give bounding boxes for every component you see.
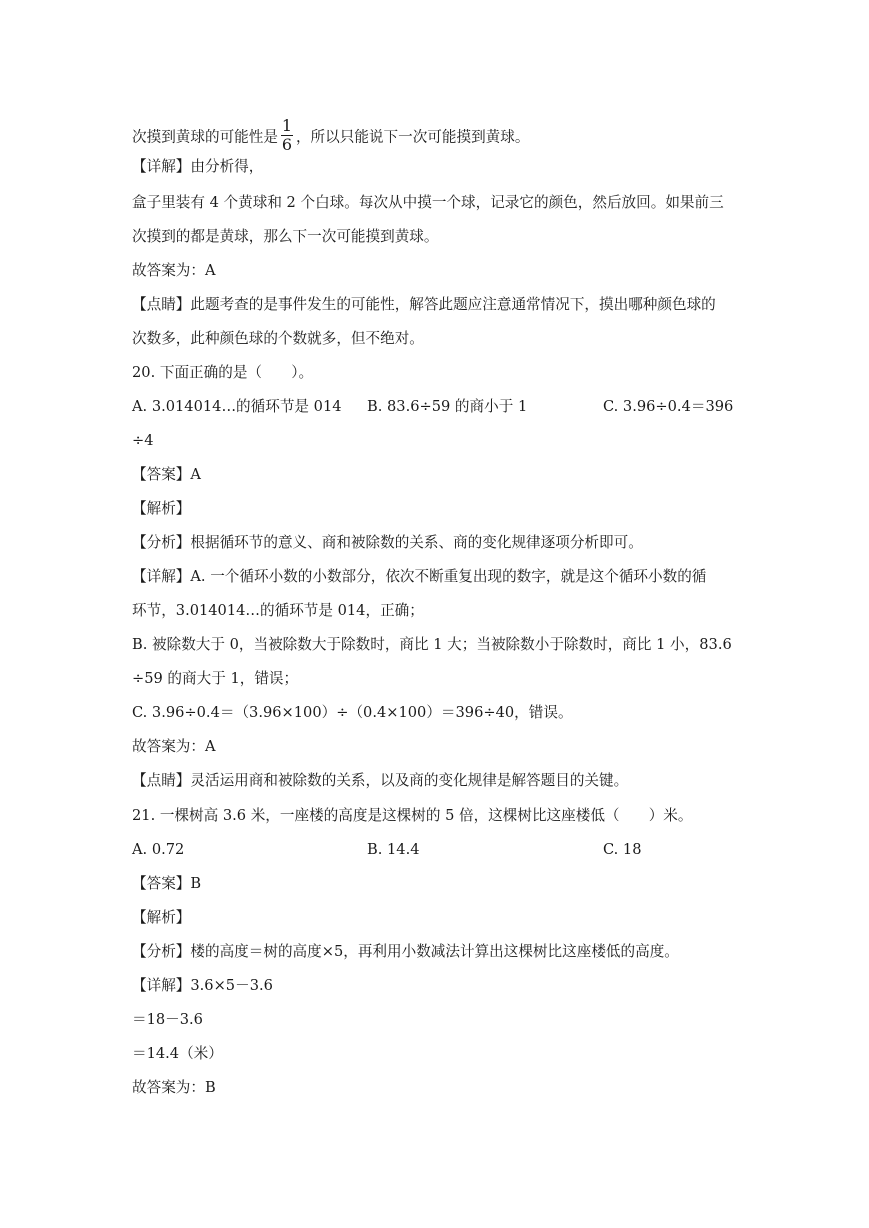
answer-label: 【答案】B [132,875,202,892]
text-line: 【详解】3.6×5－3.6 [132,977,273,994]
text-line: 【详解】由分析得， [132,158,264,175]
fraction-denominator: 6 [281,135,293,154]
text-segment: 次摸到黄球的可能性是 [132,128,278,146]
question-21: 21. 一棵树高 3.6 米，一座楼的高度是这棵树的 5 倍，这棵树比这座楼低（ ）米。 [132,807,693,824]
text-line: 次摸到的都是黄球，那么下一次可能摸到黄球。 [132,228,439,245]
analysis-label: 【解析】 [132,909,191,926]
text-line: 【点睛】灵活运用商和被除数的关系，以及商的变化规律是解答题目的关键。 [132,772,629,789]
option-a: A. 3.014014…的循环节是 014 [132,398,342,415]
text-line: 故答案为：A [132,738,216,755]
text-line: ÷59 的商大于 1，错误； [132,670,299,687]
text-line: 故答案为：B [132,1079,216,1096]
analysis-label: 【解析】 [132,500,191,517]
text-line: 【点睛】此题考查的是事件发生的可能性，解答此题应注意通常情况下，摸出哪种颜色球的 [132,296,716,313]
text-segment: ，所以只能说下一次可能摸到黄球。 [295,128,530,146]
text-line: 【详解】A. 一个循环小数的小数部分，依次不断重复出现的数字，就是这个循环小数的循 [132,568,707,585]
text-line: C. 3.96÷0.4＝（3.96×100）÷（0.4×100）＝396÷40，错误。 [132,704,573,721]
answer-label: 【答案】A [132,466,201,483]
question-21-options [132,840,642,860]
text-line: 次数多，此种颜色球的个数就多，但不绝对。 [132,330,424,347]
question-20: 20. 下面正确的是（ ）。 [132,364,314,381]
text-line: 【分析】根据循环节的意义、商和被除数的关系、商的变化规律逐项分析即可。 [132,534,643,551]
text-line: 【分析】楼的高度＝树的高度×5，再利用小数减法计算出这棵树比这座楼低的高度。 [132,943,679,960]
text-line: B. 被除数大于 0，当被除数大于除数时，商比 1 大；当被除数小于除数时，商比 1 小，83.6 [132,636,732,653]
fraction [281,117,293,154]
text-line: 故答案为：A [132,262,216,279]
option-c: C. 3.96÷0.4＝396 [603,398,734,415]
text-line [132,116,530,154]
text-line: ＝14.4（米） [132,1045,223,1062]
option-b: B. 14.4 [367,841,420,858]
text-line: 环节，3.014014…的循环节是 014，正确； [132,602,424,619]
text-line: ＝18－3.6 [132,1011,203,1028]
option-a: A. 0.72 [132,841,185,858]
text-line: ÷4 [132,432,154,449]
option-b: B. 83.6÷59 的商小于 1 [367,398,528,415]
question-20-options [132,397,734,417]
text-line: 盒子里装有 4 个黄球和 2 个白球。每次从中摸一个球，记录它的颜色，然后放回。如果前三 [132,194,724,211]
option-c: C. 18 [603,841,642,858]
fraction-numerator: 1 [281,116,293,135]
